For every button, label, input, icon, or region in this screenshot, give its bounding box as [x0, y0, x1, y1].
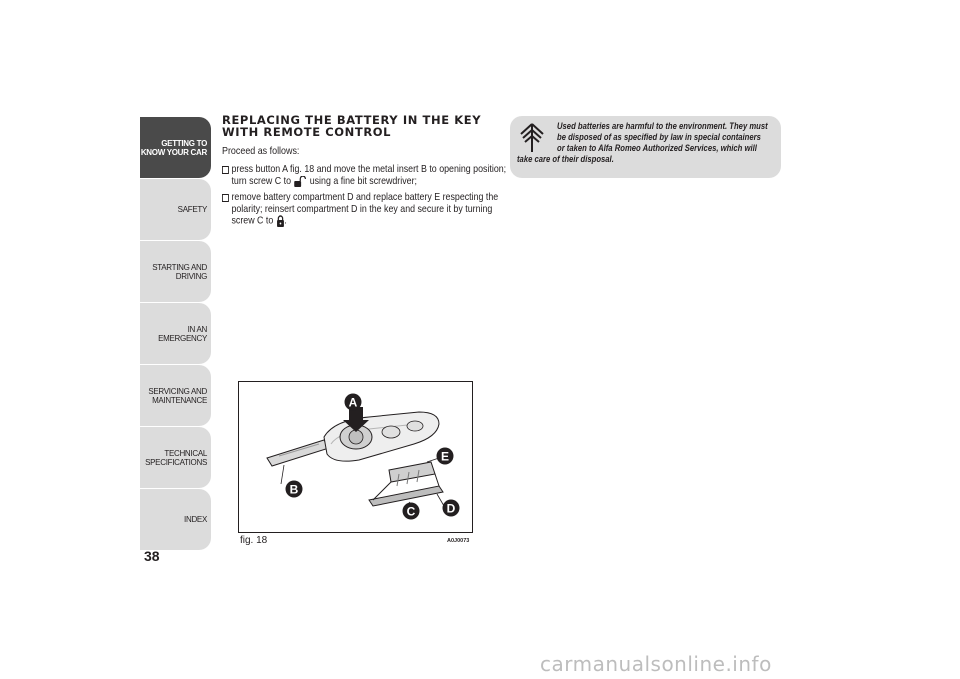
note-text: Used batteries are harmful to the environment. They must be disposed of as specified by law in special containers or taken to Alfa Romeo Authorized Services, which will take care of their disposal.	[517, 121, 768, 165]
battery-compartment-d	[369, 462, 443, 506]
page-number: 38	[144, 548, 160, 564]
svg-text:A: A	[348, 395, 358, 410]
callout-d	[443, 500, 460, 517]
figure-caption: fig. 18	[240, 535, 268, 546]
tab-servicing-and-maintenance[interactable]: SERVICING AND MAINTENANCE	[140, 365, 211, 426]
section-heading: REPLACING THE BATTERY IN THE KEY WITH REMOTE CONTROL	[222, 113, 482, 139]
chapter-tabs	[140, 117, 211, 551]
metal-insert-b	[267, 440, 329, 466]
lock-icon	[276, 215, 285, 227]
tab-technical-specifications[interactable]: TECHNICAL SPECIFICATIONS	[140, 427, 211, 488]
tab-starting-and-driving[interactable]: STARTING AND DRIVING	[140, 241, 211, 302]
tab-getting-to-know-your-car[interactable]: GETTING TO KNOW YOUR CAR	[140, 117, 211, 178]
list-item: press button A fig. 18 and move the metal insert B to opening position; turn screw C to using a fine bit screwdriver;	[222, 164, 507, 187]
environment-note	[510, 116, 781, 178]
unlock-icon	[293, 176, 307, 187]
figure-code: A0J0073	[447, 538, 470, 544]
list-item: remove battery compartment D and replace battery E respecting the polarity; reinsert compartment D in the key and secure it by turning screw C to .	[222, 192, 507, 227]
tab-in-an-emergency[interactable]: IN AN EMERGENCY	[140, 303, 211, 364]
key-battery-figure	[238, 381, 473, 533]
tab-index[interactable]: INDEX	[140, 489, 211, 550]
svg-text:E: E	[440, 449, 450, 464]
checkbox-bullet	[222, 194, 229, 202]
svg-text:C: C	[406, 504, 416, 519]
tab-safety[interactable]: SAFETY	[140, 179, 211, 240]
svg-text:B: B	[289, 482, 299, 497]
callout-b	[286, 481, 303, 498]
callout-e	[437, 448, 454, 465]
watermark: carmanualsonline.info	[540, 652, 772, 676]
key-body	[324, 412, 439, 461]
checkbox-bullet	[222, 166, 229, 174]
callout-a	[345, 394, 362, 411]
steps-list	[222, 164, 522, 232]
intro-text: Proceed as follows:	[222, 145, 300, 157]
callout-c	[403, 503, 420, 520]
key-illustration	[239, 382, 472, 532]
svg-text:D: D	[446, 501, 456, 516]
